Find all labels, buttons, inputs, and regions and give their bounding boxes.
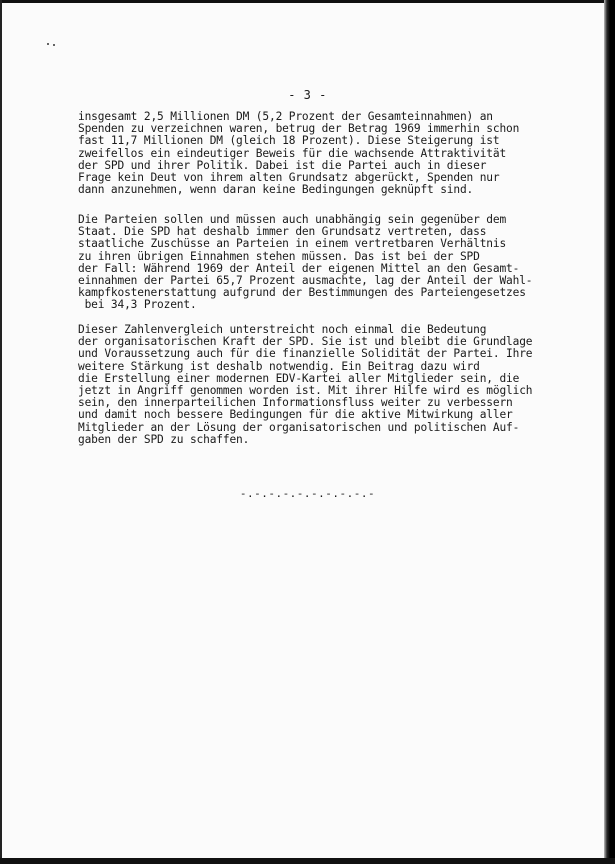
text-line: fast 11,7 Millionen DM (gleich 18 Prozent). Diese Steigerung ist [78, 134, 500, 148]
end-divider: -.-.-.-.-.-.-.-.-.- [239, 487, 376, 500]
text-line: bei 34,3 Prozent. [78, 298, 197, 312]
text-line: kampfkostenerstattung aufgrund der Bestimmungen des Parteiengesetzes [78, 286, 526, 300]
text-line: der organisatorischen Kraft der SPD. Sie ist und bleibt die Grundlage [78, 335, 533, 349]
text-line: der Fall: Während 1969 der Anteil der eigenen Mittel an den Gesamt- [78, 261, 520, 275]
text-line: und damit noch bessere Bedingungen für die aktive Mitwirkung aller [78, 408, 513, 422]
scan-edge-top [0, 0, 615, 3]
page-number: - 3 - [288, 88, 327, 102]
text-line: Staat. Die SPD hat deshalb immer den Grundsatz vertreten, dass [78, 225, 487, 239]
text-line: dann anzunehmen, wenn daran keine Bedingungen geknüpft sind. [78, 183, 474, 197]
text-line: einnahmen der Partei 65,7 Prozent ausmachte, lag der Anteil der Wahl- [78, 274, 533, 288]
text-line: sein, den innerparteilichen Informationsfluss weiter zu verbessern [78, 396, 513, 410]
text-line: Die Parteien sollen und müssen auch unabhängig sein gegenüber dem [78, 213, 507, 226]
text-line: der SPD und ihrer Politik. Dabei ist die Partei auch in dieser [78, 158, 487, 172]
text-line: zweifellos ein eindeutiger Beweis für die wachsende Attraktivität [78, 146, 507, 160]
text-line: staatliche Zuschüsse an Parteien in einem vertretbaren Verhältnis [78, 237, 507, 251]
text-line: weitere Stärkung ist deshalb notwendig. Ein Beitrag dazu wird [78, 359, 480, 373]
text-line: jetzt in Angriff genommen worden ist. Mit ihrer Hilfe wird es möglich [78, 384, 533, 398]
text-line: Mitglieder an der Lösung der organisatorischen und politischen Auf- [78, 420, 520, 434]
text-line: Dieser Zahlenvergleich unterstreicht noch einmal die Bedeutung [78, 323, 487, 336]
text-line: gaben der SPD zu schaffen. [78, 432, 250, 446]
scan-speck [53, 44, 55, 46]
scan-speck [47, 43, 49, 45]
text-line: und Voraussetzung auch für die finanzielle Solidität der Partei. Ihre [78, 347, 533, 361]
text-line: Frage kein Deut von ihrem alten Grundsatz abgerückt, Spenden nur [78, 171, 500, 185]
scan-edge-right [604, 0, 615, 864]
text-line: Spenden zu verzeichnen waren, betrug der Betrag 1969 immerhin schon [78, 122, 520, 136]
paragraph-3 [78, 324, 578, 446]
paragraph-1 [78, 111, 578, 196]
scan-edge-left [0, 0, 2, 864]
scan-edge-bottom [0, 858, 615, 864]
text-line: die Erstellung einer modernen EDV-Kartei aller Mitglieder sein, die [78, 371, 520, 385]
text-line: insgesamt 2,5 Millionen DM (5,2 Prozent der Gesamteinnahmen) an [78, 110, 493, 123]
paragraph-2 [78, 214, 578, 312]
text-line: zu ihren übrigen Einnahmen stehen müssen. Das ist bei der SPD [78, 249, 480, 263]
